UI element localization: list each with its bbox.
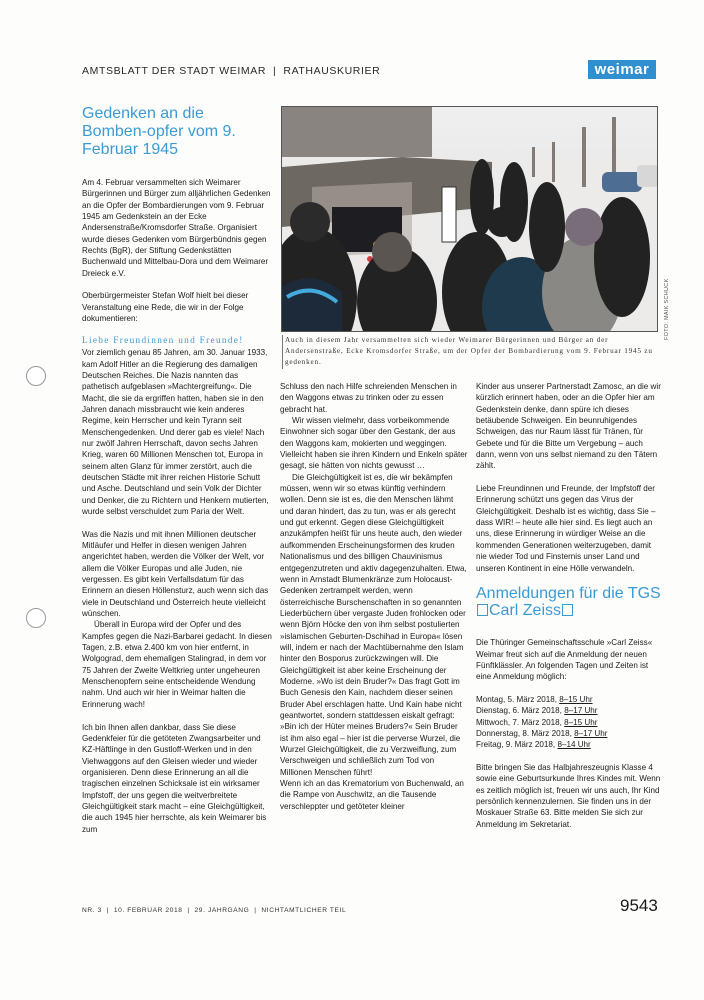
punch-hole-top	[26, 366, 46, 386]
speech-paragraph-7b: Kinder aus unserer Partnerstadt Zamosc, an die wir kürzlich erinnert haben, oder an die Opfer hier am Gedenkstein denke, dann spüre ich dieses betäubende Schweigen. Ein beunruhigendes Schweigen, das nur Raum lässt für Tränen, für Gebete und für die Bitte um Vergebung – auch dann, wenn von uns selbst niemand zu den Tätern zählt.	[476, 382, 661, 471]
registration-dates	[476, 694, 662, 751]
photo-caption: Auch in diesem Jahr versammelten sich wieder Weimarer Bürgerinnen und Bürger an der Andersenstraße, Ecke Kromsdorfer Straße, um der Opfer der Bombardierung vom 9. Februar 1945 zu gedenken.	[282, 335, 663, 369]
speech-paragraph-4b: Schluss den nach Hilfe schreienden Menschen in den Waggons etwas zu trinken oder zu essen gebracht hat.	[280, 382, 457, 414]
article-intro: Am 4. Februar versammelten sich Weimarer Bürgerinnen und Bürger zum alljährlichen Gedenken an die Opfer der Bombardierungen vom 9. Februar 1945 am Gedenkstein an der Ecke Andersenstraße/Kromsdorfer Straße. Organisiert wurde dieses Gedenken vom Bürgerbündnis gegen Rechts (BgR), der Stiftung Gedenkstätten Buchenwald und Mittelbau-Dora und dem Weimarer Dreieck e.V.	[82, 178, 271, 278]
placeholder-box-icon	[477, 604, 488, 616]
date-day: Freitag, 9. März 2018,	[476, 740, 556, 750]
column-3	[476, 381, 662, 841]
weimar-logo: weimar	[588, 60, 656, 79]
speech-paragraph-7a: Wenn ich an das Krematorium von Buchenwald, an die Rampe von Auschwitz, an die Tausende verschleppter und getöteter kleiner	[280, 779, 464, 811]
page-number: 9543	[620, 896, 658, 915]
date-day: Mittwoch, 7. März 2018,	[476, 717, 562, 727]
date-row	[476, 717, 662, 728]
speech-paragraph-6: Die Gleichgültigkeit ist es, die wir bekämpfen müssen, wenn wir so etwas künftig verhindern wollen. Denn sie ist es, die den Menschen lähmt und daran hindert, das zu tun, was er als gerecht und gut erkennt. Gegen diese Gleichgültigkeit anzukämpfen heißt für uns heute auch, den wieder aufkommenden Erscheinungsformen des kruden Nationalismus und des billigen Chauvinismus entgegenzutreten und aktiv dagegenzuhalten. Etwa, wenn in Arnstadt Blumenkränze zum Holocaust-Gedenken zertrampelt werden, wenn österreichische Burschenschaften in so genannten Liederbüchern über vergaste Juden frohlocken oder wenn Björn Höcke den von ihm selbst postulierten »islamischen Geburten-Dschihad in Europa« lösen will, indem er nach der Machtübernahme den Islam hinter den Bosporus zurückzwingen will. Die Gleichgültigkeit ist aber keine Erscheinung der Moderne. »Wo ist dein Bruder?« Das fragt Gott im Buch Genesis den Kain, nachdem dieser seinen Bruder Abel erschlagen hatte. Und Kain habe nicht geantwortet, sondern stattdessen eiskalt gefragt: »Bin ich der Hüter meines Bruders?« Sein Bruder ist ihm also egal – hier ist die perverse Wurzel, die Wurzel Gleichgültigkeit, die zu Verzweiflung, zum Verschweigen und schließlich zum Tod von Millionen Menschen führt!	[280, 472, 467, 777]
date-day: Montag, 5. März 2018,	[476, 694, 557, 704]
punch-hole-bottom	[26, 608, 46, 628]
date-time: 8–15 Uhr	[564, 717, 598, 727]
speech-paragraph-5: Wir wissen vielmehr, dass vorbeikommende Einwohner sich sogar über den Gestank, der aus den Waggons kam, mokierten und weggingen. Vielleicht haben sie ihren Kindern und Enkeln später gesagt, sie hätten von nichts gewusst …	[280, 416, 468, 471]
date-time: 8–15 Uhr	[559, 694, 593, 704]
photo-illustration	[282, 107, 658, 332]
masthead: AMTSBLATT DER STADT WEIMAR | RATHAUSKURIER	[82, 65, 381, 77]
speech-heading: Liebe Freundinnen und Freunde!	[82, 335, 244, 346]
school-headline-line1: Anmeldungen für die TGS	[476, 585, 661, 603]
placeholder-box-icon	[562, 604, 573, 616]
date-day: Dienstag, 6. März 2018,	[476, 706, 562, 716]
photo-credit: FOTO: MAIK SCHUCK	[664, 278, 670, 340]
event-photo	[281, 106, 658, 332]
article-lead: Oberbürgermeister Stefan Wolf hielt bei dieser Veranstaltung eine Rede, die wir in der Folge dokumentieren:	[82, 291, 249, 324]
article-headline: Gedenken an die Bomben-opfer vom 9. Februar 1945	[82, 105, 236, 158]
speech-paragraph-3: Überall in Europa wird der Opfer und des Kampfes gegen die Nazi-Barbarei gedacht. In diesen Tagen, z.B. etwa 2.400 km von hier entfernt, in Wolgograd, dem ehemaligen Stalingrad, in dem vor 75 Jahren der Zweite Weltkrieg unter ungeheuren Menschenopfern seine entscheidende Wendung nahm. Und auch wir hier in Weimar halten die Erinnerung wach!	[82, 620, 272, 709]
date-row	[476, 705, 662, 716]
school-headline-line2: Carl Zeiss	[489, 602, 562, 620]
speech-paragraph-8: Liebe Freundinnen und Freunde, der Impfstoff der Erinnerung schützt uns gegen das Virus der Gleichgültigkeit. Deshalb ist es wichtig, dass Sie – dass WIR! – heute alle hier sind. Es liegt auch an uns, diese Erinnerung in würdiger Weise an die kommenden Generationen weiterzugeben, damit nie wieder Tod und Finsternis unser Land und unseren Kontinent in eine Hölle verwandeln.	[476, 484, 656, 573]
speech-paragraph-2: Was die Nazis und mit ihnen Millionen deutscher Mitläufer und Helfer in diesen wenigen Jahren angerichtet haben, werden die Völker der Welt, vor allem die Völker Europas und alle Juden, nie vergessen. Es gibt kein Verfallsdatum für das Erinnern an diesen Höllensturz, auch wenn sich das viele in Deutschland und Österreich heute vielleicht wünschen.	[82, 529, 269, 619]
speech-paragraph-1: Vor ziemlich genau 85 Jahren, am 30. Januar 1933, kam Adolf Hitler an die Regierung des damaligen Deutschen Reiches. Die Nazis nannten das pathetisch aufgeblasen »Machtergreifung«. Die Macht, die sie da ergriffen hatten, haben sie in den Jahren danach missbraucht wie kein anderes Regime, kein Herrscher und kein Tyrann seit Menschengedenken. Und derer gab es viele! Nach nur zwölf Jahren Herrschaft, davon sechs Jahren Krieg, waren 60 Millionen Menschen tot, Europa in seinem alten Glanz für immer zerstört, auch die deutschen Städte mit ihrer reichen Historie Schutt und Asche. Deutschland und sein Volk der Dichter und Denker, die zu Richtern und Henkern mutierten, wurde selbst verschuldet zum Paria der Welt.	[82, 348, 269, 516]
date-day: Donnerstag, 8. März 2018,	[476, 728, 572, 738]
date-time: 8–17 Uhr	[564, 706, 598, 716]
column-1	[82, 105, 272, 835]
speech-paragraph-4a: Ich bin Ihnen allen dankbar, dass Sie diese Gedenkfeier für die getöteten Zwangsarbeiter und KZ-Häftlinge in den Gustloff-Werken und in den Viehwaggons auf den Gleisen wieder und wieder organisieren. Denn diese Erinnerung an all die tragischen einzelnen Schicksale ist ein wirksamer Impfstoff, der uns gegen die weitverbreitete Gleichgültigkeit stark macht – eine Gleichgültigkeit, die auch 1945 hier herrschte, als kein Weimarer bis zum	[82, 722, 267, 834]
date-time: 8–17 Uhr	[574, 728, 608, 738]
date-row	[476, 694, 662, 705]
school-headline	[476, 585, 662, 619]
date-time: 8–14 Uhr	[557, 740, 591, 750]
school-closing: Bitte bringen Sie das Halbjahreszeugnis Klasse 4 sowie eine Geburtsurkunde Ihres Kindes mit. Wenn es zeitlich möglich ist, freuen wir uns auch, Ihr Kind persönlich kennenzulernen. Sie finden uns in der Moskauer Straße 63. Bitte melden Sie sich zur Anmeldung im Sekretariat.	[476, 762, 661, 829]
issue-footer: NR. 3 | 10. FEBRUAR 2018 | 29. JAHRGANG | NICHTAMTLICHER TEIL	[82, 907, 347, 914]
column-2	[280, 381, 468, 812]
date-row	[476, 728, 662, 739]
school-intro: Die Thüringer Gemeinschaftsschule »Carl Zeiss« Weimar freut sich auf die Anmeldung der neuen Fünftklässler. An folgenden Tagen und Zeiten ist eine Anmeldung möglich:	[476, 638, 653, 682]
date-row	[476, 739, 662, 750]
